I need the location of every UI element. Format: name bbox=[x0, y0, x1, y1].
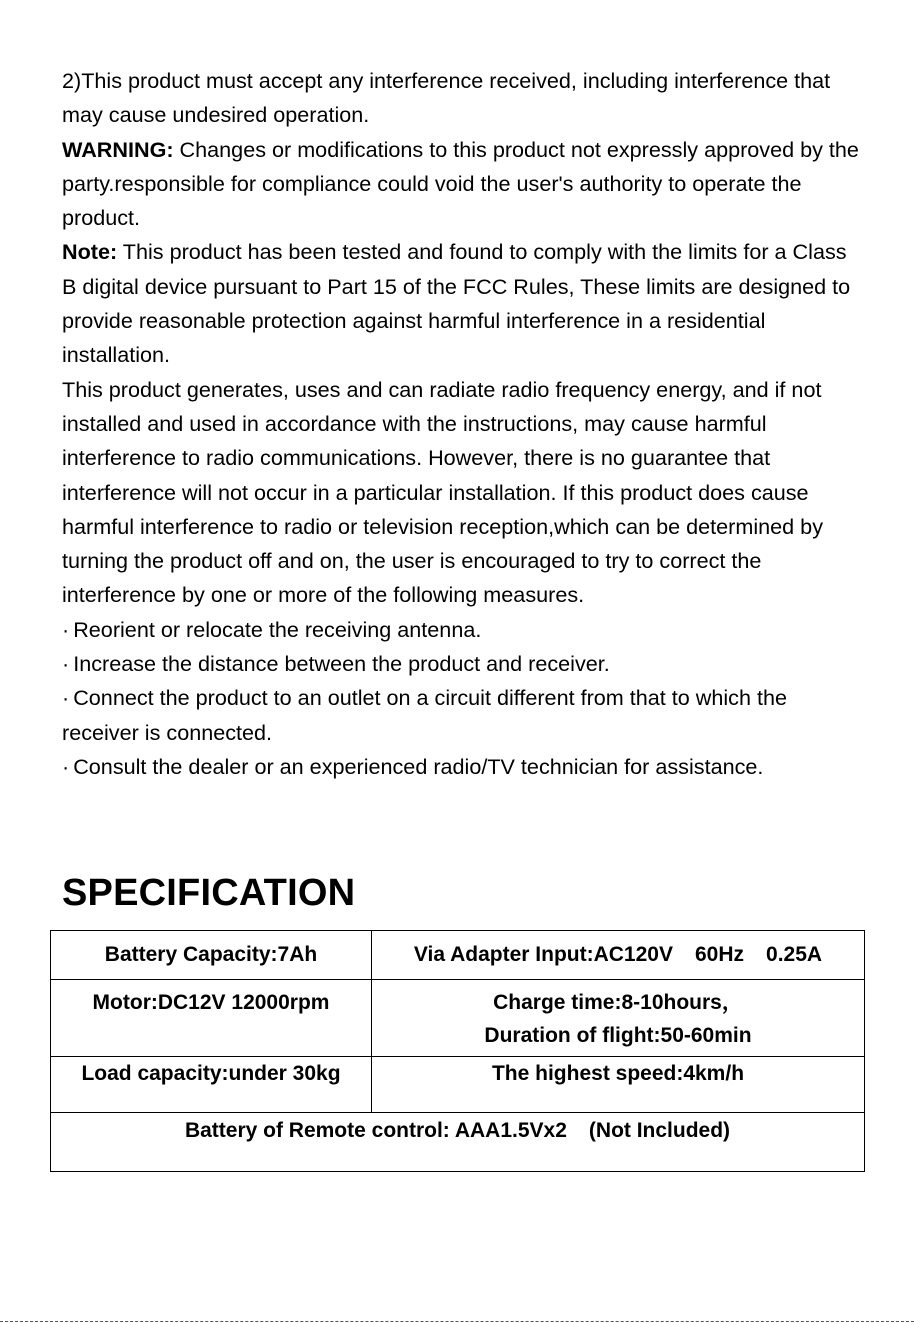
list-item bbox=[62, 681, 862, 750]
measure-text: Increase the distance between the product and receiver. bbox=[73, 651, 610, 677]
note-text: This product has been tested and found to comply with the limits for a Class B digital device pursuant to Part 15 of the FCC Rules, These limits are designed to provide reasonable protection against harmful interference in a residential installation. bbox=[62, 239, 851, 368]
adapter-input: Via Adapter Input:AC120V bbox=[413, 943, 673, 966]
table-row bbox=[51, 1057, 865, 1113]
highest-speed-cell: The highest speed:4km/h bbox=[372, 1057, 865, 1113]
list-item bbox=[62, 750, 862, 784]
list-item bbox=[62, 647, 862, 681]
table-row bbox=[51, 931, 865, 980]
note-label: Note: bbox=[62, 239, 118, 265]
measure-text: Connect the product to an outlet on a circuit different from that to which the receiver is connected. bbox=[62, 685, 788, 745]
table-row bbox=[51, 980, 865, 1057]
bullet-mark: · bbox=[62, 685, 70, 711]
table-row bbox=[51, 1113, 865, 1172]
charge-time: Charge time:8-10hours， bbox=[493, 991, 743, 1014]
battery-capacity-cell: Battery Capacity:7Ah bbox=[51, 931, 372, 980]
remote-battery: Battery of Remote control: AAA1.5Vx2 bbox=[184, 1119, 567, 1142]
warning-label: WARNING: bbox=[62, 136, 174, 162]
measure-text: Reorient or relocate the receiving antenna. bbox=[73, 616, 482, 642]
specification-heading: SPECIFICATION bbox=[62, 872, 356, 914]
warning-text: Changes or modifications to this product not expressly approved by the party.responsible for compliance could void the user's authority to operate the product. bbox=[62, 136, 859, 231]
adapter-current: 0.25A bbox=[766, 943, 823, 966]
bullet-mark: · bbox=[62, 651, 70, 677]
adapter-frequency: 60Hz bbox=[694, 943, 745, 966]
load-capacity-cell: Load capacity:under 30kg bbox=[51, 1057, 372, 1113]
motor-cell: Motor:DC12V 12000rpm bbox=[51, 980, 372, 1057]
measure-text: Consult the dealer or an experienced radio/TV technician for assistance. bbox=[73, 753, 764, 779]
paragraph-note bbox=[62, 235, 862, 372]
adapter-input-cell bbox=[372, 931, 865, 980]
paragraph-warning bbox=[62, 133, 862, 236]
list-item bbox=[62, 613, 862, 647]
bullet-mark: · bbox=[62, 753, 70, 779]
paragraph-rf-energy: This product generates, uses and can radiate radio frequency energy, and if not installed and used in accordance with the instructions, may cause harmful interference to radio communications. However, there is no guarantee that interference will not occur in a particular installation. If this product does cause harmful interference to radio or television reception,which can be determined by turning the product off and on, the user is encouraged to try to correct the interference by one or more of the following measures. bbox=[62, 376, 823, 608]
specification-table bbox=[50, 930, 865, 1172]
flight-duration: Duration of flight:50-60min bbox=[484, 1024, 752, 1047]
bullet-mark: · bbox=[62, 616, 70, 642]
charge-duration-cell bbox=[372, 980, 865, 1057]
remote-battery-cell bbox=[51, 1113, 865, 1172]
fcc-statement bbox=[62, 64, 862, 784]
remote-battery-note: (Not Included) bbox=[588, 1119, 731, 1142]
paragraph-interference: 2)This product must accept any interference received, including interference that may cause undesired operation. bbox=[62, 68, 831, 128]
measures-list bbox=[62, 613, 862, 784]
page-bottom-rule bbox=[0, 1321, 914, 1322]
